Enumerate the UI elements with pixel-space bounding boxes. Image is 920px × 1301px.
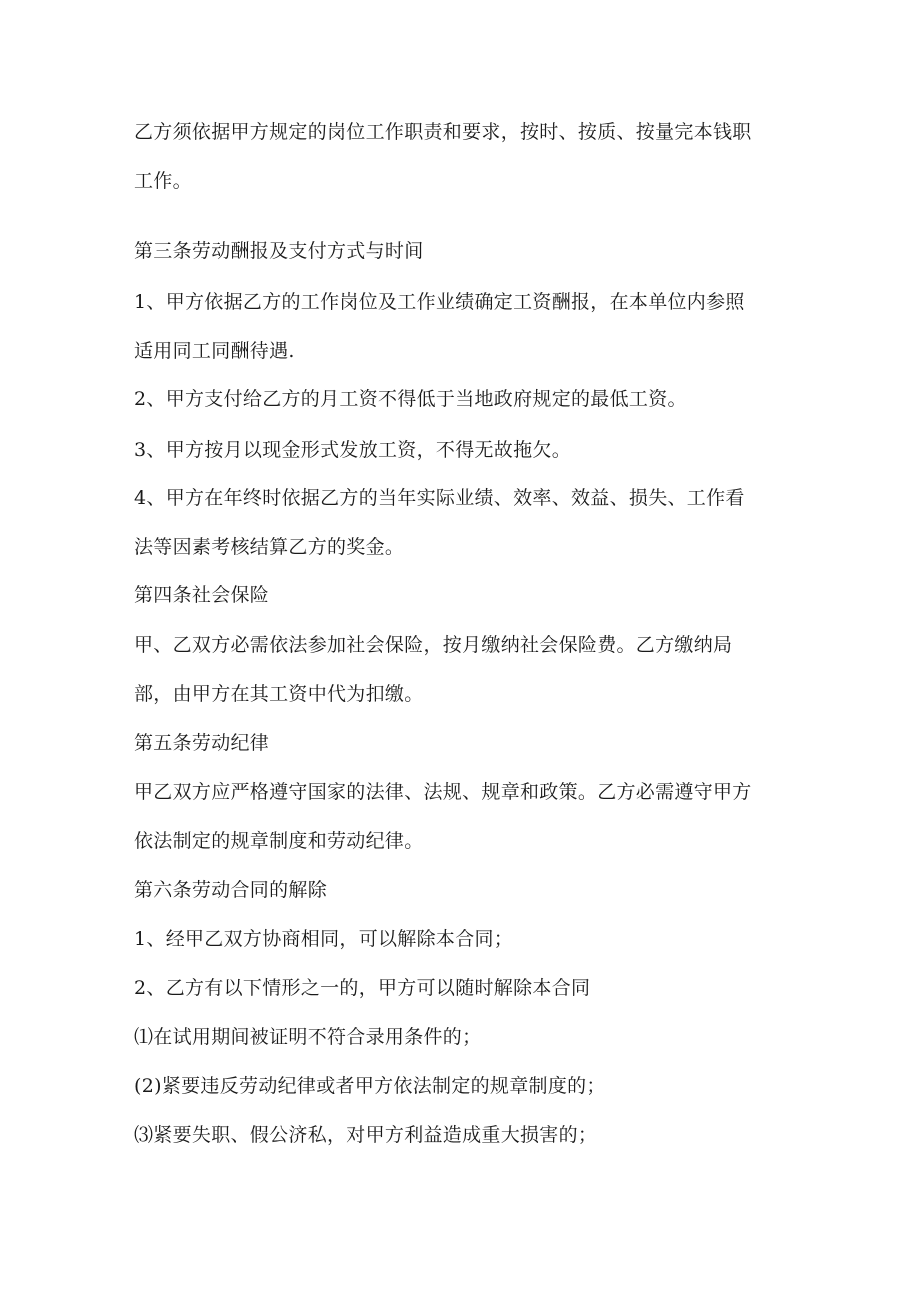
paragraph-line: 依法制定的规章制度和劳动纪律。 xyxy=(134,830,424,852)
section-heading: 第六条劳动合同的解除 xyxy=(134,879,328,901)
paragraph-line: 2、乙方有以下情形之一的，甲方可以随时解除本合同 xyxy=(134,977,591,999)
paragraph-line: 2、甲方支付给乙方的月工资不得低于当地政府规定的最低工资。 xyxy=(134,388,687,410)
list-item: ⑶紧要失职、假公济私，对甲方利益造成重大损害的； xyxy=(134,1124,598,1146)
paragraph-line: 乙方须依据甲方规定的岗位工作职责和要求，按时、按质、按量完本钱职 xyxy=(134,121,752,143)
paragraph-line: 甲、乙双方必需依法参加社会保险，按月缴纳社会保险费。乙方缴纳局 xyxy=(134,634,733,656)
paragraph-line: 部，由甲方在其工资中代为扣缴。 xyxy=(134,683,424,705)
paragraph-line: 适用同工同酬待遇. xyxy=(134,340,295,362)
paragraph-line: 3、甲方按月以现金形式发放工资，不得无故拖欠。 xyxy=(134,439,571,461)
section-heading: 第四条社会保险 xyxy=(134,584,270,606)
paragraph-line: 1、甲方依据乙方的工作岗位及工作业绩确定工资酬报，在本单位内参照 xyxy=(134,291,745,313)
paragraph-line: 甲乙双方应严格遵守国家的法律、法规、规章和政策。乙方必需遵守甲方 xyxy=(134,781,752,803)
list-item: (2)紧要违反劳动纪律或者甲方依法制定的规章制度的； xyxy=(134,1075,606,1097)
paragraph-line: 4、甲方在年终时依据乙方的当年实际业绩、效率、效益、损失、工作看 xyxy=(134,487,745,509)
section-heading: 第五条劳动纪律 xyxy=(134,732,270,754)
paragraph-line: 1、经甲乙双方协商相同，可以解除本合同； xyxy=(134,928,514,950)
list-item: ⑴在试用期间被证明不符合录用条件的； xyxy=(134,1026,482,1048)
paragraph-line: 法等因素考核结算乙方的奖金。 xyxy=(134,536,405,558)
paragraph-line: 工作。 xyxy=(134,170,192,192)
section-heading: 第三条劳动酬报及支付方式与时间 xyxy=(134,240,424,262)
